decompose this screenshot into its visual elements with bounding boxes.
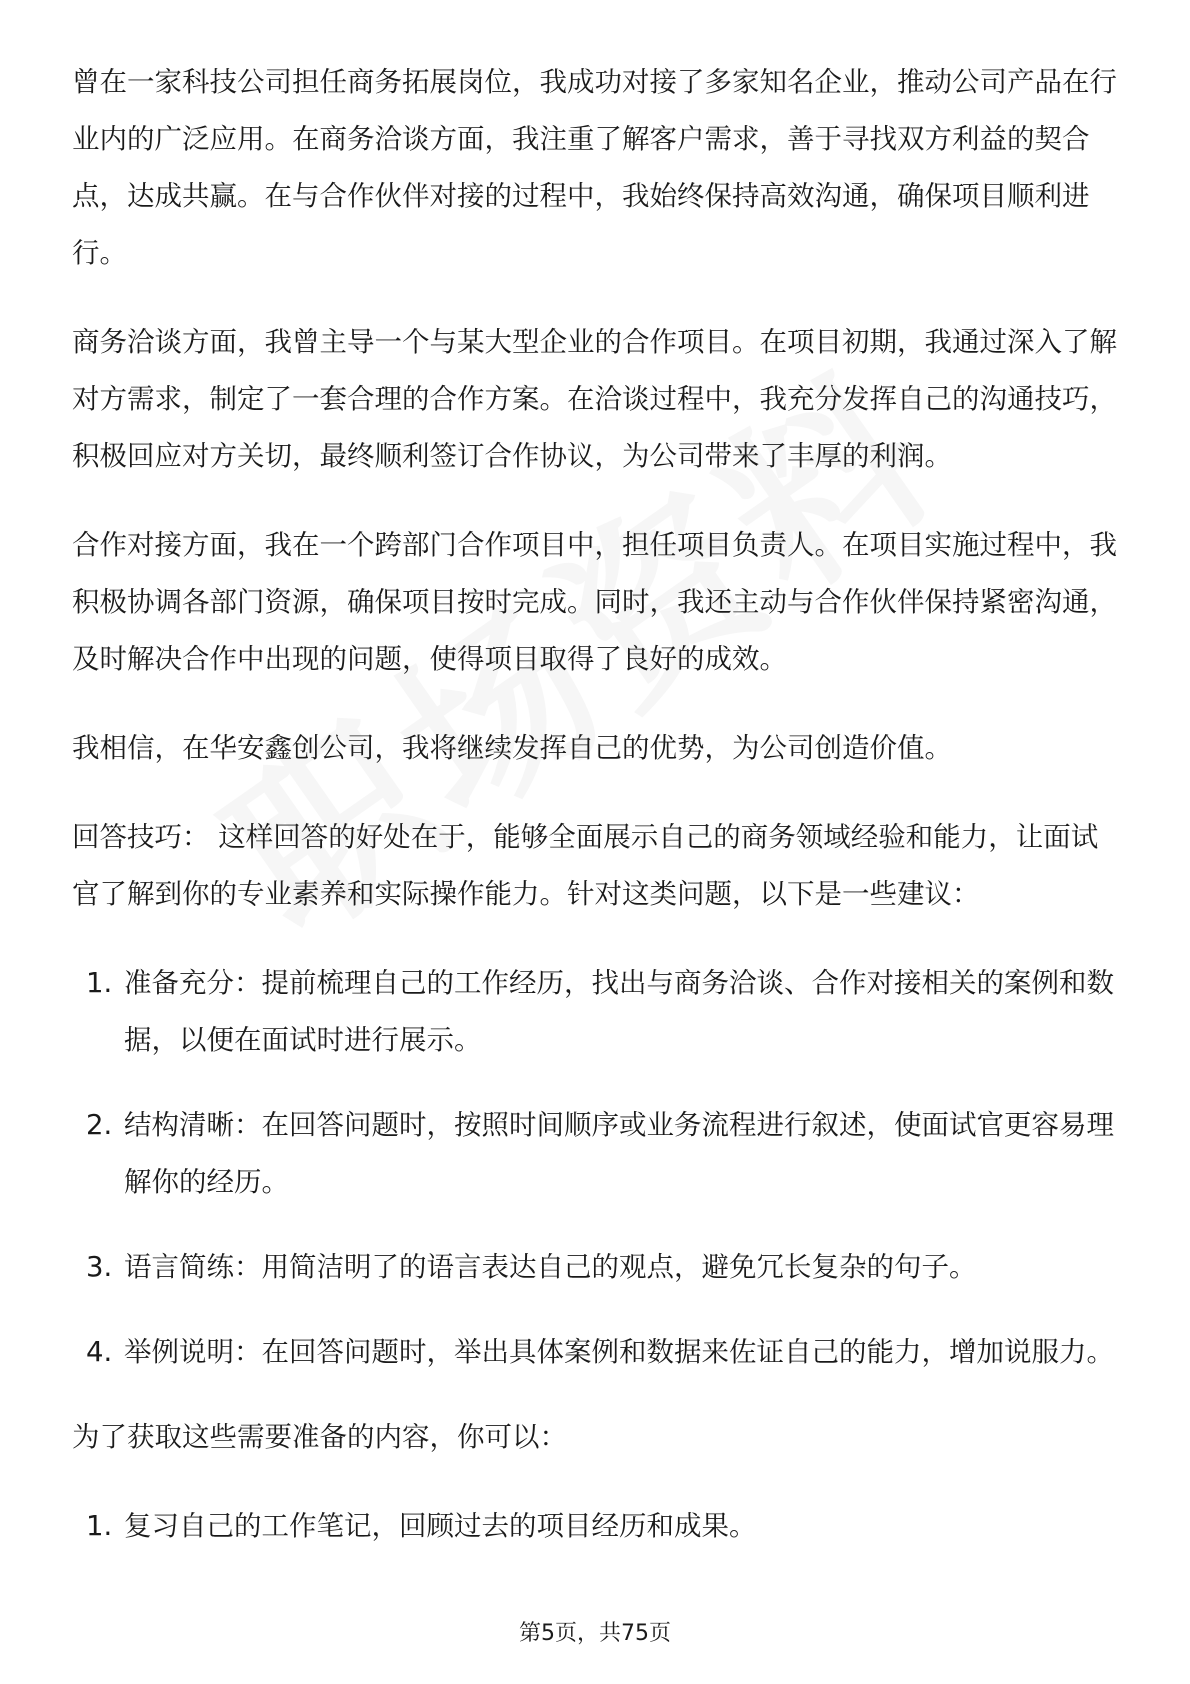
page-footer: 第5页，共75页	[519, 1621, 671, 1646]
list-item-text: 复习自己的工作笔记，回顾过去的项目经历和成果。	[124, 1510, 757, 1542]
list-item	[72, 1097, 1120, 1211]
list-item	[72, 955, 1120, 1069]
prep-list	[72, 1498, 1120, 1555]
list-item	[72, 1324, 1120, 1381]
list-item-text: 准备充分：提前梳理自己的工作经历，找出与商务洽谈、合作对接相关的案例和数据，以便在面试时进行展示。	[124, 967, 1114, 1056]
list-item	[72, 1498, 1120, 1555]
list-item-text: 结构清晰：在回答问题时，按照时间顺序或业务流程进行叙述，使面试官更容易理解你的经历。	[124, 1109, 1114, 1198]
paragraph-experience: 曾在一家科技公司担任商务拓展岗位，我成功对接了多家知名企业，推动公司产品在行业内的广泛应用。在商务洽谈方面，我注重了解客户需求，善于寻找双方利益的契合点，达成共赢。在与合作伙伴对接的过程中，我始终保持高效沟通，确保项目顺利进行。	[72, 66, 1117, 269]
document-page	[72, 54, 1120, 1583]
list-number: 3.	[86, 1251, 113, 1283]
paragraph-cooperation: 合作对接方面，我在一个跨部门合作项目中，担任项目负责人。在项目实施过程中，我积极协调各部门资源，确保项目按时完成。同时，我还主动与合作伙伴保持紧密沟通，及时解决合作中出现的问题，使得项目取得了良好的成效。	[72, 529, 1117, 675]
tips-list	[72, 955, 1120, 1381]
list-item	[72, 1239, 1120, 1296]
list-number: 4.	[86, 1336, 113, 1368]
paragraph-answer-tips: 回答技巧： 这样回答的好处在于，能够全面展示自己的商务领域经验和能力，让面试官了解到你的专业素养和实际操作能力。针对这类问题，以下是一些建议：	[72, 821, 1099, 910]
paragraph-prep-intro: 为了获取这些需要准备的内容，你可以：	[72, 1421, 567, 1453]
list-number: 2.	[86, 1109, 113, 1141]
list-number: 1.	[86, 967, 113, 999]
list-number: 1.	[86, 1510, 113, 1542]
paragraph-negotiation: 商务洽谈方面，我曾主导一个与某大型企业的合作项目。在项目初期，我通过深入了解对方需求，制定了一套合理的合作方案。在洽谈过程中，我充分发挥自己的沟通技巧，积极回应对方关切，最终顺利签订合作协议，为公司带来了丰厚的利润。	[72, 326, 1117, 472]
paragraph-belief: 我相信，在华安鑫创公司，我将继续发挥自己的优势，为公司创造价值。	[72, 732, 952, 764]
list-item-text: 语言简练：用简洁明了的语言表达自己的观点，避免冗长复杂的句子。	[124, 1251, 977, 1283]
list-item-text: 举例说明：在回答问题时，举出具体案例和数据来佐证自己的能力，增加说服力。	[124, 1336, 1114, 1368]
